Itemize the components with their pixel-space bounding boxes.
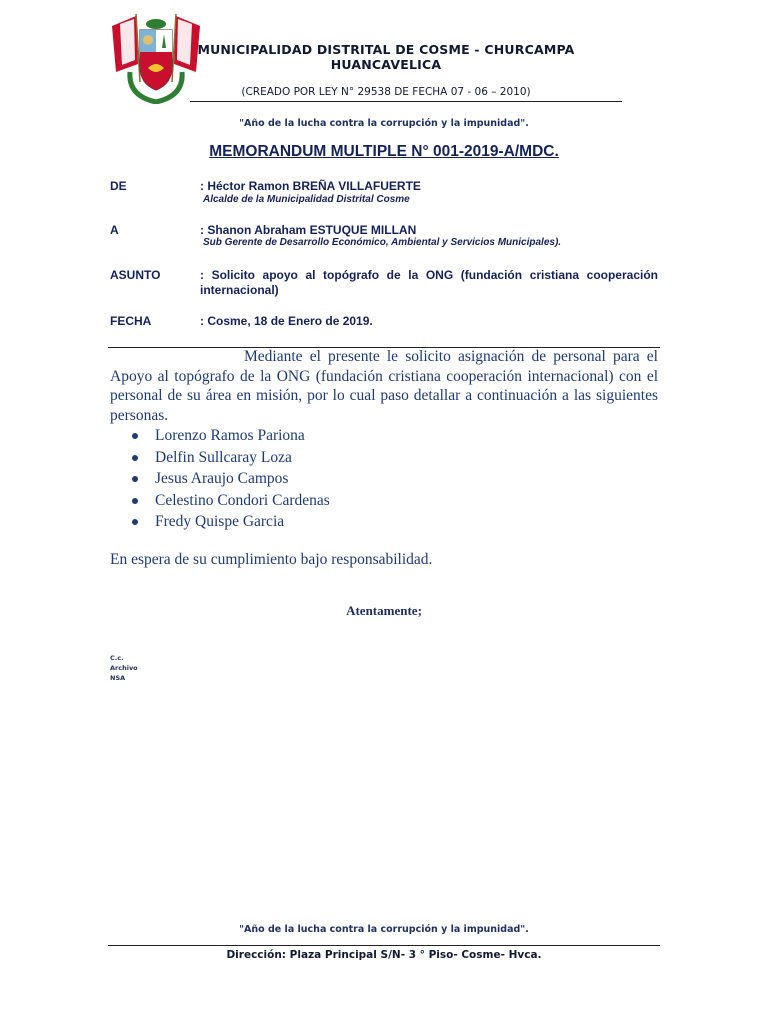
body-paragraph-text: Mediante el presente le solicito asignación de personal para el Apoyo al topógrafo de la ONG (fundación cristiana cooperación internacional) con el personal de su área en misión, por lo cual paso detallar a continuación a las siguientes personas. [110, 348, 658, 424]
creation-law-note: (CREADO POR LEY N° 29538 DE FECHA 07 - 06 – 2010) [241, 86, 531, 98]
people-list [132, 425, 330, 533]
de-label: DE [110, 179, 127, 193]
list-item: Fredy Quispe Garcia [132, 511, 330, 533]
footer-divider [108, 945, 660, 946]
cc-initials: NSA [110, 674, 126, 682]
bullet-icon [132, 433, 138, 439]
de-position: Alcalde de la Municipalidad Distrital Cosme [203, 194, 410, 205]
closing-sentence: En espera de su cumplimiento bajo responsabilidad. [110, 551, 433, 568]
memo-title: MEMORANDUM MULTIPLE N° 001-2019-A/MDC. [209, 143, 559, 160]
footer-address: Dirección: Plaza Principal S/N- 3 ° Piso- Cosme- Hvca. [226, 949, 542, 961]
de-value: : Héctor Ramon BREÑA VILLAFUERTE [200, 179, 421, 193]
body-paragraph [110, 347, 658, 425]
institution-name: MUNICIPALIDAD DISTRITAL DE COSME - CHURCAMPA [197, 42, 575, 57]
coat-of-arms-icon [108, 12, 204, 104]
bullet-icon [132, 455, 138, 461]
footer-motto: "Año de la lucha contra la corrupción y la impunidad". [239, 924, 529, 935]
fecha-label: FECHA [110, 314, 152, 328]
bullet-icon [132, 498, 138, 504]
list-item: Lorenzo Ramos Pariona [132, 425, 330, 447]
asunto-label: ASUNTO [110, 268, 161, 282]
list-item: Delfin Sullcaray Loza [132, 447, 330, 469]
bullet-icon [132, 519, 138, 525]
a-label: A [110, 223, 119, 237]
header-divider [190, 101, 622, 102]
list-item: Celestino Condori Cardenas [132, 490, 330, 512]
signoff: Atentamente; [346, 603, 422, 618]
a-value: : Shanon Abraham ESTUQUE MILLAN [200, 223, 417, 237]
bullet-icon [132, 476, 138, 482]
year-motto: "Año de la lucha contra la corrupción y la impunidad". [239, 118, 529, 129]
list-item: Jesus Araujo Campos [132, 468, 330, 490]
institution-region: HUANCAVELICA [330, 57, 442, 72]
a-position: Sub Gerente de Desarrollo Económico, Ambiental y Servicios Municipales). [203, 237, 562, 248]
cc-archivo: Archivo [110, 664, 138, 672]
asunto-value: : Solicito apoyo al topógrafo de la ONG (fundación cristiana cooperación internacional) [200, 268, 658, 297]
institution-title [196, 42, 576, 72]
fecha-value: : Cosme, 18 de Enero de 2019. [200, 314, 373, 328]
cc-line: C.c. [110, 654, 124, 662]
